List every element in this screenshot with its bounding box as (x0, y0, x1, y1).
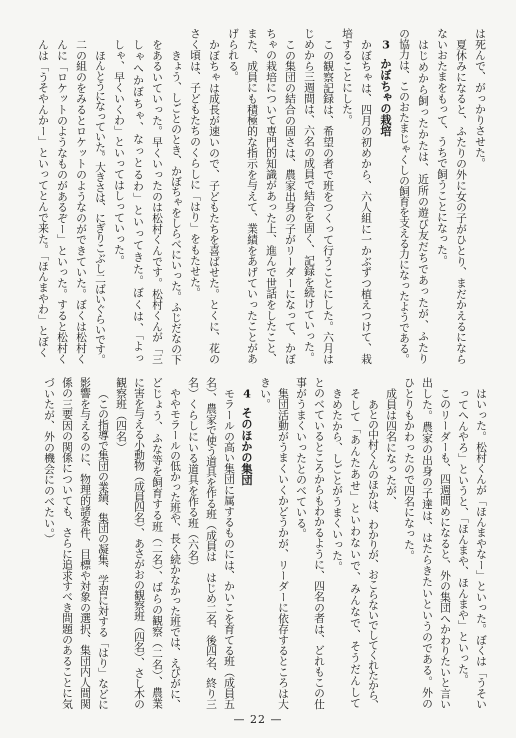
column-text: とのべているところからもわかるように、四名の者は、どれもこの仕 (313, 377, 326, 709)
quoted-text-column (53, 28, 72, 364)
column-text: 影響を与えるのに、物理的諸条件、目標や対象の選択、集団内人間関 (79, 377, 92, 709)
column-text: の協力は、このおたまじゃくしの飼育を支える力になったようである。 (398, 28, 411, 364)
quoted-text-column (364, 377, 382, 709)
text-column (400, 377, 418, 709)
text-column (205, 28, 224, 364)
text-column (186, 28, 205, 364)
text-column (40, 377, 58, 709)
column-text: 二の組のをみるとロケットのようなのができていた。ぼくは松村く (75, 38, 88, 364)
column-text: この集団の結合の固さは、農家出身の子がリーダーになって、かぼ (284, 38, 297, 364)
text-column (166, 377, 184, 709)
column-text: しゃ、早くいくわ」といってはしっていった。 (113, 38, 126, 266)
text-column (382, 377, 400, 709)
text-column (281, 28, 300, 364)
text-column (452, 28, 471, 364)
text-column (148, 377, 166, 709)
quoted-text-column (167, 28, 186, 364)
column-text: ひとりもかわったので四名になった。 (403, 377, 416, 561)
column-text: 名）くらしにいる道具を作る班（六名） (187, 377, 200, 572)
column-text: 成員は四名になったが、 (385, 387, 398, 507)
text-column (310, 377, 328, 709)
text-column (184, 377, 202, 709)
column-text: （この指導で集団の業績、集団の凝集、学習に対する「はり」などに (97, 387, 110, 709)
quoted-text-column (91, 28, 110, 364)
column-text: ややモラールの低かった班や、長く続かなかった班では、えびがに、 (169, 387, 182, 709)
text-column (262, 28, 281, 364)
column-text: づいたが、外の機会にのべたい。） (43, 377, 56, 545)
text-column (418, 377, 436, 709)
quoted-text-column (72, 28, 91, 364)
section-number: 4 (243, 388, 251, 400)
column-text: 集団活動がうまくいくかどうかが、リーダーに依存するところは大 (277, 387, 290, 709)
column-text: かぼちゃは成長が速いので、子どもたちを喜ばせた。とくに、花の (208, 38, 221, 364)
column-text: 出した。農家の出身の子達は、はたらきたいというのである。外の (421, 377, 434, 709)
text-column (112, 377, 130, 709)
quoted-text-column (346, 377, 364, 709)
text-column (300, 28, 319, 364)
text-column (58, 377, 76, 709)
column-text: かぼちゃは、四月の初めから、六人組に一かぶずつ植えつけて、栽 (360, 38, 373, 364)
column-text: をあるいていった。早くいったのは松村くんです。松村くんが「三 (151, 38, 164, 364)
section-heading (376, 28, 395, 364)
column-text: 係の三要因の関係についても、さらに追求すべき問題のあることに気 (61, 377, 74, 709)
column-text: はじめから飼ったかたは、近所の遊び友だちであったが、ふたり (417, 38, 430, 364)
text-column (94, 377, 112, 709)
text-column (224, 28, 243, 364)
quoted-text-column (472, 377, 490, 709)
column-text: さく頃は、子どもたちのくらしに「はり」をもたせた。 (189, 28, 202, 298)
text-column (130, 377, 148, 709)
text-column (357, 28, 376, 364)
text-column (76, 377, 94, 709)
column-text: 培することにした。 (341, 28, 354, 126)
text-column (414, 28, 433, 364)
column-text: 観察班（四名） (115, 377, 128, 453)
lower-text-block (40, 377, 490, 709)
column-text: しゃへかぼちゃ、なっとるわ」といってきた。ぼくは、「よっ (132, 38, 145, 364)
section-title: かぼちゃの栽培 (379, 58, 393, 137)
quoted-text-column (328, 377, 346, 709)
column-text: んに「ロケットのようなものがあるぞー」といった。すると松村く (56, 38, 69, 364)
section-title: そのほかの集団 (240, 407, 254, 486)
quoted-text-column (34, 28, 53, 364)
section-heading (238, 377, 256, 709)
quoted-text-column (129, 28, 148, 364)
column-text: 夏休みになると、ふたりの外に女の子がひとり、まだかえるになら (455, 38, 468, 364)
column-text: ないおたまをもって、うちで飼うことになった。 (436, 28, 449, 266)
column-text: に害を与える小動物（成員四名）、あさがおの観察班（四名）、さし木の (133, 377, 146, 709)
text-column (433, 28, 452, 364)
column-text: きい。 (259, 377, 272, 410)
column-text: どじょう、ふな等を飼育する班（二名）、ばらの観察（二名）、農業 (151, 377, 164, 709)
column-text: モラールの高い集団に属するものには、かいこを育てる班（成員五 (223, 387, 236, 709)
quoted-text-column (148, 28, 167, 364)
upper-text-block (34, 28, 490, 364)
section-number: 3 (382, 39, 390, 51)
column-text: 事がうまくいったとのべている。 (295, 377, 308, 539)
column-text: はいった。松村くんが「ほんまやなー」といった。ぼくは「うそい (475, 387, 488, 709)
column-text: 名）、農家で使う道具を作る班（成員は はじめ二名、後四名、終り三 (205, 377, 218, 709)
column-text: きょう、しごとのとき、かぼちゃをしらべにいった。ふじだなの下 (170, 49, 183, 364)
column-text: このリーダーも、四週間めになると、外の集団へかわりたいと言い (439, 387, 452, 709)
column-text: じめから三週間は、六名の成員で結合を固く、記録を続けていった。 (303, 28, 316, 363)
text-column (220, 377, 238, 709)
text-column (243, 28, 262, 364)
text-column (395, 28, 414, 364)
quoted-text-column (454, 377, 472, 709)
column-text: ほんとうになっていた。大きさは、にぎりこぶし二ばいぐらいです。 (94, 49, 107, 364)
text-column (471, 28, 490, 364)
text-column (274, 377, 292, 709)
column-text: この観察記録は、希望の者で班をつくって行うことにした。六月は (322, 38, 335, 364)
text-column (319, 28, 338, 364)
column-text: ってへんやろ」というと、「ほんまや、ほんまや」といった。 (457, 387, 470, 685)
text-column (202, 377, 220, 709)
text-column (436, 377, 454, 709)
column-text: また、成員にも積極的な指示を与えて、業績をあげていったことがあ (246, 28, 259, 364)
column-text: は死んで、がっかりさせた。 (474, 28, 487, 169)
column-text: ちゃの栽培について専門的知識があった上、進んで世話をしたこと、 (265, 28, 278, 364)
quoted-text-column (110, 28, 129, 364)
column-text: んは「うそやんかー」といってとんで来た。「ほんまやわ」とぼく (37, 38, 50, 358)
column-text: げられる。 (227, 28, 240, 82)
column-text: そして「あんたあせ」といわないで、みんなで、そうだんして (349, 387, 362, 709)
text-column (292, 377, 310, 709)
column-text: あとの中村くんのほかは、わかりが、おこらないでしてくれたから、 (367, 398, 380, 709)
text-column (256, 377, 274, 709)
column-text: きめたから、しごとがうまくいった。 (331, 387, 344, 572)
text-column (338, 28, 357, 364)
page-number: — 22 — (233, 713, 283, 726)
